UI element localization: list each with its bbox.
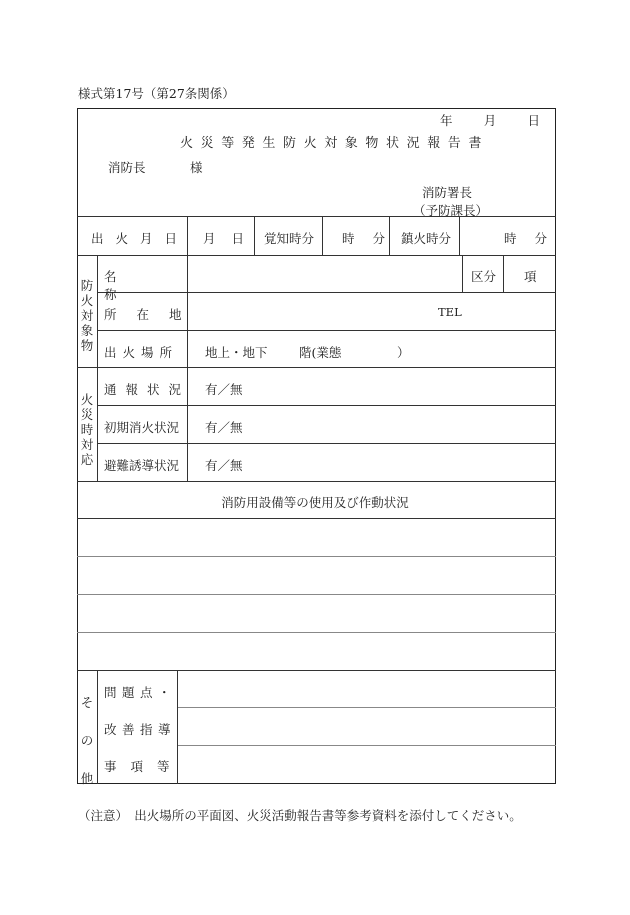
name-label-text: 名称 xyxy=(104,269,169,302)
other-group-label: その他 xyxy=(80,695,94,786)
origin-label: 出火場所 xyxy=(104,345,179,360)
form-title: 火災等発生防火対象物状況報告書 xyxy=(180,136,490,151)
response-group-label: 火災時対応 xyxy=(80,392,94,467)
initial-extinguish-value: 有／無 xyxy=(205,420,243,435)
other-label-line-3: 事項等 xyxy=(104,759,184,774)
name-label xyxy=(104,267,180,303)
report-status-value: 有／無 xyxy=(205,382,243,397)
date-year: 年 xyxy=(440,113,453,128)
footnote: （注意） 出火場所の平面図、火災活動報告書等参考資料を添付してください。 xyxy=(78,808,522,823)
initial-extinguish-label: 初期消火状況 xyxy=(104,420,180,435)
sender-section: （予防課長） xyxy=(413,203,489,218)
fire-date-label: 出火月日 xyxy=(91,231,190,246)
detect-time-label: 覚知時分 xyxy=(264,231,315,246)
other-label-line-2: 改善指導 xyxy=(104,722,177,737)
sender-station: 消防署長 xyxy=(422,185,473,200)
floor-text: 地上・地下 xyxy=(205,345,268,360)
category-unit: 項 xyxy=(524,269,537,284)
form-number: 様式第17号（第27条関係） xyxy=(78,86,235,101)
equipment-heading: 消防用設備等の使用及び作動状況 xyxy=(221,495,409,510)
addressee-chief: 消防長 xyxy=(108,160,146,175)
floor-unit: 階(業態 xyxy=(299,345,342,360)
date-line xyxy=(440,111,540,129)
date-day: 日 xyxy=(527,113,540,128)
other-label-line-1: 問題点・ xyxy=(104,685,177,700)
detect-time-value: 時 分 xyxy=(342,231,385,246)
location-label: 所在地 xyxy=(104,307,202,322)
tel-label: TEL xyxy=(438,305,462,319)
floor-close: ） xyxy=(397,345,410,360)
evacuation-guidance-value: 有／無 xyxy=(205,458,243,473)
suppress-time-value: 時 分 xyxy=(504,231,547,246)
fire-month-day: 月 日 xyxy=(203,231,244,246)
report-status-label: 通報状況 xyxy=(104,382,191,397)
date-month: 月 xyxy=(483,113,497,128)
property-group-label: 防火対象物 xyxy=(80,278,94,353)
addressee-honorific: 様 xyxy=(190,160,203,175)
category-label: 区分 xyxy=(471,269,497,284)
evacuation-guidance-label: 避難誘導状況 xyxy=(104,458,180,473)
suppress-time-label: 鎮火時分 xyxy=(401,231,452,246)
